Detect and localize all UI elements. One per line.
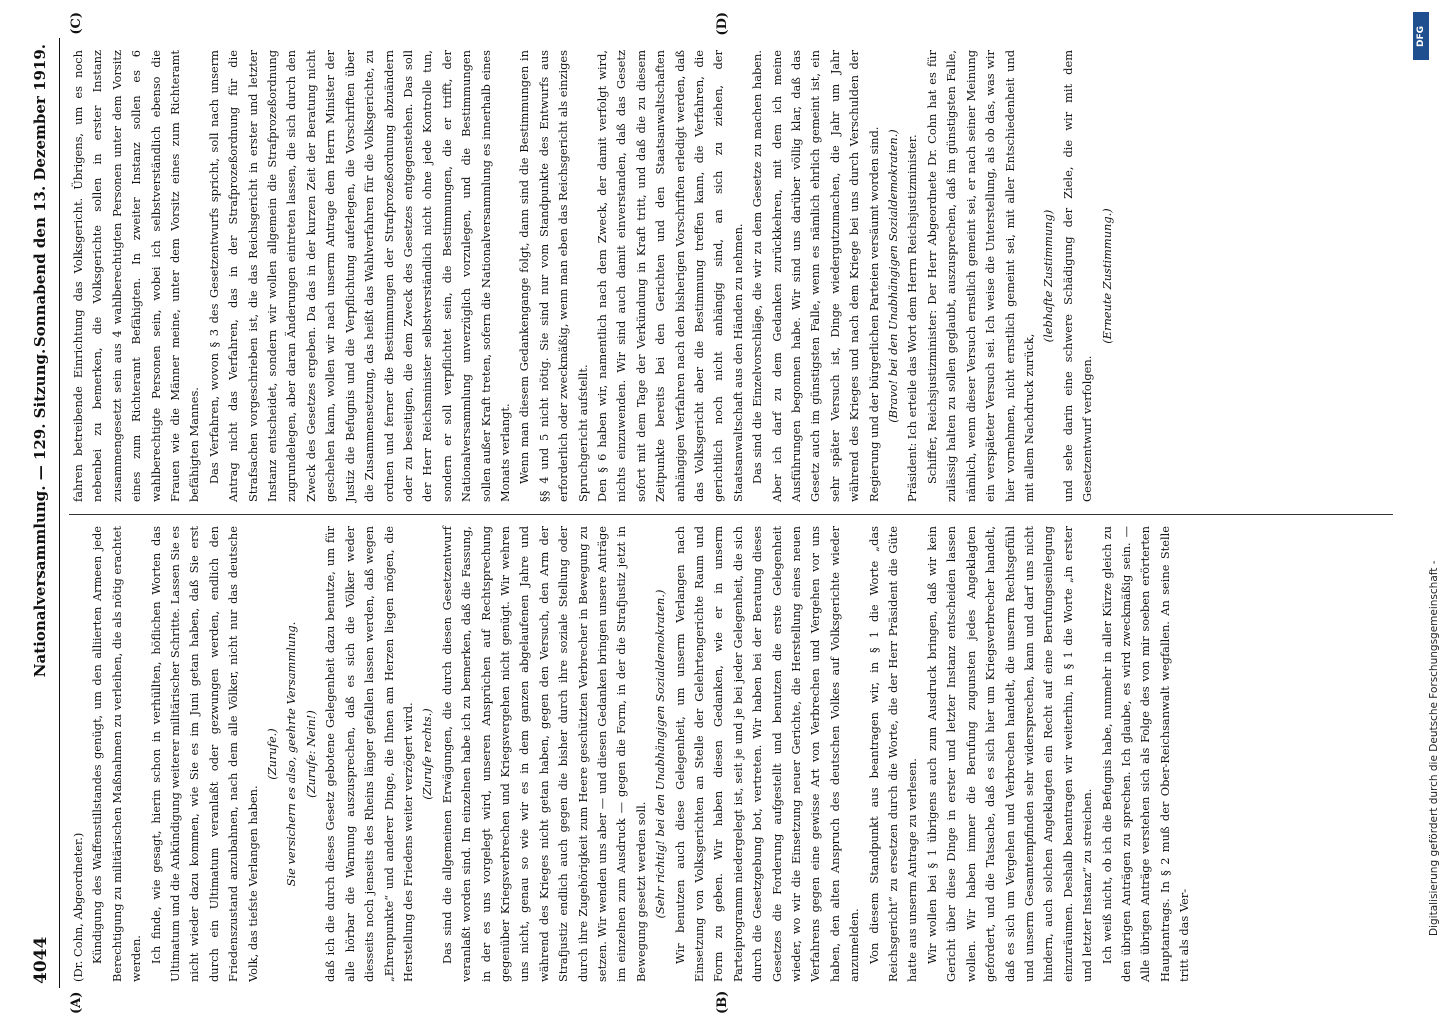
dfg-logo: DFG bbox=[1413, 12, 1429, 60]
paragraph: Wir benutzen auch diese Gelegenheit, um unserm Verlangen nach Einsetzung von Volksgerichten an Stelle der Gelehrtengerichte Raum und Form zu geben. Wir haben diesen Gedanken, wie er in unserm Parteiprogramm niedergelegt ist, seit je und je bei jeder Gelegenheit, die sich durch die Gesetzgebung bot, vertreten. Wir haben bei der Beratung dieses Gesetzes die Forderung aufgestellt und benutzen die erste Gelegenheit wieder, wo wir die Einsetzung neuer Gerichte, die Herstellung eines neuen Verfahrens gegen eine gewisse Art von Verbrechen und Vergehen vor uns haben, den alten Anspruch des deutschen Volkes auf Volksgerichte wieder anzumelden. bbox=[672, 526, 862, 982]
column-divider bbox=[69, 514, 1393, 515]
paragraph: und sehe darin eine schwere Schädigung der Ziele, die wir mit dem Gesetzentwurf verfolgen. bbox=[1060, 50, 1095, 502]
margin-marker-c: (C) bbox=[69, 12, 84, 35]
paragraph: Wir wollen bei § 1 übrigens auch zum Ausdruck bringen, daß wir kein Gericht über diese Dinge in erster und letzter Instanz entscheiden lassen wollen. Wir haben immer die Berufung zugunsten jedes Angeklagten gefordert, und die Tatsache, daß es sich hier um Kriegsverbrecher handelt, daß es sich um Vergehen und Verbrechen handelt, die unserm Rechtsgefühl und unserm Gesamtempfinden sehr widersprechen, kann und darf uns nicht hindern, auch solchen Angeklagten ein Recht auf eine Berufungseinlegung einzuräumen. Deshalb beantragen wir weiterhin, in § 1 die Worte „in erster und letzter Instanz“ zu streichen. bbox=[924, 526, 1095, 982]
paragraph: Den § 6 haben wir, namentlich nach dem Zweck, der damit verfolgt wird, nichts einzuwenden. Wir sind auch damit einverstanden, daß das Gesetz sofort mit dem Tage der Verkündung in Kraft tritt, und daß die zu diesem Zeitpunkte bereits bei den Gerichten und den Staatsanwaltschaften anhängigen Verfahren nach den bisherigen Vorschriften erledigt werden, daß das Volksgericht aber die Bestimmung treffen kann, die Verfahren, die gerichtlich noch nicht anhängig sind, an sich zu ziehen, der Staatsanwaltschaft aus den Händen zu nehmen. bbox=[594, 50, 745, 502]
paragraph: daß ich die durch dieses Gesetz gebotene Gelegenheit dazu benutze, um für alle hörbar die Warnung auszusprechen, daß es sich die Völker weder diesseits noch jenseits des Rheins länger gefallen lassen werden, daß wegen „Ehrenpunkte“ und anderer Dinge, die Ihnen am Herzen liegen mögen, die Herstellung des Friedens weiter verzögert wird. bbox=[323, 526, 415, 982]
paragraph: Ich finde, wie gesagt, hierin schon in verhüllten, höflichen Worten das Ultimatum und die Ankündigung weiterer militärischer Schritte. Lassen Sie es nicht wieder dazu kommen, wie Sie es im Juni getan haben, daß Sie erst durch ein Ultimatum veranlaßt oder gezwungen werden, endlich den Friedenszustand anzubahnen, nach dem alle Völker, nicht nur das deutsche Volk, das tiefste Verlangen haben. bbox=[148, 526, 260, 982]
paragraph: (Zurufe: Nein!) bbox=[303, 710, 318, 798]
page-header bbox=[25, 38, 60, 988]
paragraph: (lebhafte Zustimmung) bbox=[1041, 209, 1056, 343]
paragraph: Wenn man diesem Gedankengange folgt, dann sind die Bestimmungen in §§ 4 und 5 nicht nötig. Sie sind nur vom Standpunkte des Entwurfs aus erforderlich oder zweckmäßig, wenn man eben das Reichsgericht als einziges Spruchgericht aufstellt. bbox=[517, 50, 590, 502]
margin-marker-b: (B) bbox=[715, 990, 730, 1014]
right-column bbox=[69, 50, 1393, 502]
digitization-credit bbox=[1410, 6, 1440, 996]
paragraph: Kündigung des Waffenstillstandes genügt, um den alliierten Armeen jede Berechtigung zu militärischen Maßnahmen zu verleihen, die als nötig erachtet werden. bbox=[90, 526, 144, 982]
paragraph: (Bravo! bei den Unabhängigen Sozialdemokraten.) bbox=[886, 129, 901, 423]
paragraph: (Zurufe rechts.) bbox=[420, 708, 435, 800]
document-page bbox=[25, 12, 1405, 1014]
header-title: Nationalversammlung. — 129. Sitzung. bbox=[31, 348, 49, 678]
paragraph: Von diesem Standpunkt aus beantragen wir, in § 1 die Worte „das Reichsgericht“ zu ersetzen durch die Worte, die der Herr Präsident die Güte hatte aus unserm Antrage zu verlesen. bbox=[866, 526, 920, 982]
paragraph: Das sind die Einzelvorschläge, die wir zu dem Gesetze zu machen haben. Aber ich darf zu dem Gedanken zurückkehren, mit dem ich meine Ausführungen begonnen habe. Wir sind uns darüber völlig klar, daß das Gesetz auch im günstigsten Falle, wenn es nämlich ehrlich gemeint ist, ein sehr später Versuch ist, Dinge wiedergutzumachen, die Jahr um Jahr während des Krieges und nach dem Kriege bei uns durch Verschulden der Regierung und der bürgerlichen Parteien versäumt worden sind. bbox=[750, 50, 881, 502]
paragraph: (Erneute Zustimmung.) bbox=[1099, 208, 1114, 344]
paragraph: fahren betreibende Einrichtung das Volksgericht. Übrigens, um es noch nebenbei zu bemerken, die Volksgerichte sollen in erster Instanz zusammengesetzt sein aus 4 wahlberechtigten Personen unter dem Vorsitz eines zum Richteramt Befähigten. In zweiter Instanz sollen es 6 wahlberechtigte Personen sein, wobei ich selbstverständlich ebenso die Frauen wie die Männer meine, unter dem Vorsitz eines zum Richteramt befähigten Mannes. bbox=[71, 50, 202, 502]
margin-marker-a: (A) bbox=[69, 991, 84, 1014]
paragraph: Sie versichern es also, geehrte Versammlung. bbox=[284, 621, 299, 887]
paragraph: (Sehr richtig! bei den Unabhängigen Sozialdemokraten.) bbox=[653, 589, 668, 919]
credit-text: Digitalisierung gefördert durch die Deutsche Forschungsgemeinschaft - bbox=[1428, 560, 1440, 936]
paragraph: Ich weiß nicht, ob ich die Befugnis habe, nunmehr in aller Kürze gleich zu den übrigen Anträgen zu sprechen. Ich glaube, es wird zweckmäßig sein. — Alle übrigen Anträge verstehen sich als Folge des von mir soeben erörterten Hauptantrags. In § 2 muß der Ober-Reichsanwalt wegfallen. An seine Stelle tritt als das Ver- bbox=[1099, 526, 1192, 982]
paragraph: Schiffer, Reichsjustizminister: Der Herr Abgeordnete Dr. Cohn hat es für zulässig halten zu sollen geglaubt, auszusprechen, daß im günstigsten Falle, nämlich, wenn dieser Versuch ernstlich gemeint sei, er nach seiner Meinung ein verspäteter Versuch sei. Ich weise die Unterstellung, als ob das, was wir hier vornehmen, nicht ernstlich gemeint sei, mit aller Entschiedenheit und mit allem Nachdruck zurück, bbox=[924, 50, 1036, 502]
margin-marker-d: (D) bbox=[715, 12, 730, 36]
page-number: 4044 bbox=[31, 936, 51, 984]
paragraph: Das sind die allgemeinen Erwägungen, die durch diesen Gesetzentwurf veranlaßt worden sind. Im einzelnen habe ich zu bemerken, daß die Fassung, in der es uns vorgelegt wird, unseren Ansprüchen auf Rechtsprechung gegenüber Kriegsverbrechen und Kriegsvergehen nicht genügt. Wir wehren uns nicht, genau so wie wir es in dem ganzen abgelaufenen Jahre und während des Krieges nicht getan haben, gegen den Versuch, den Arm der Strafjustiz endlich auch gegen die bisher durch ihre soziale Stellung oder durch ihre Zugehörigkeit zum Heere geschützten Verbrecher in Bewegung zu setzen. Wir wenden uns aber — und diesen Gedanken bringen unsere Anträge im einzelnen zum Ausdruck — gegen die Form, in der die Strafjustiz jetzt in Bewegung gesetzt werden soll. bbox=[439, 526, 648, 982]
paragraph: (Zurufe.) bbox=[265, 728, 280, 780]
paragraph: (Dr. Cohn, Abgeordneter.) bbox=[71, 832, 85, 982]
paragraph: Präsident: Ich erteile das Wort dem Herrn Reichsjustizminister. bbox=[905, 134, 920, 502]
paragraph: Das Verfahren, wovon § 3 des Gesetzentwurfs spricht, soll nach unserm Antrag nicht das Verfahren, das in der Strafprozeßordnung für die Strafsachen vorgeschrieben ist, die das Reichsgericht in erster und letzter Instanz entscheidet, sondern wir wollen allgemein die Strafprozeßordnung zugrundelegen, aber daran Änderungen eintreten lassen, die sich durch den Zweck des Gesetzes ergeben. Da das in der kurzen Zeit der Beratung nicht geschehen kann, wollen wir nach unserm Antrage dem Herrn Minister der Justiz die Befugnis und die Verpflichtung auferlegen, die Vorschriften über die Zusammensetzung, das heißt das Wahlverfahren für die Volksgerichte, zu ordnen und ferner die Bestimmungen der Strafprozeßordnung abzuändern oder zu beseitigen, die dem Zweck des Gesetzes entgegenstehen. Das soll der Herr Reichsminister selbstverständlich nicht ohne jede Kontrolle tun, sondern er soll verpflichtet sein, die Bestimmungen, die er trifft, der Nationalversammlung unverzüglich vorzulegen, und die Bestimmungen sollen außer Kraft treten, sofern die Nationalversammlung es innerhalb eines Monats verlangt. bbox=[206, 50, 512, 502]
header-date: Sonnabend den 13. Dezember 1919. bbox=[31, 44, 49, 348]
left-column bbox=[69, 526, 1393, 982]
